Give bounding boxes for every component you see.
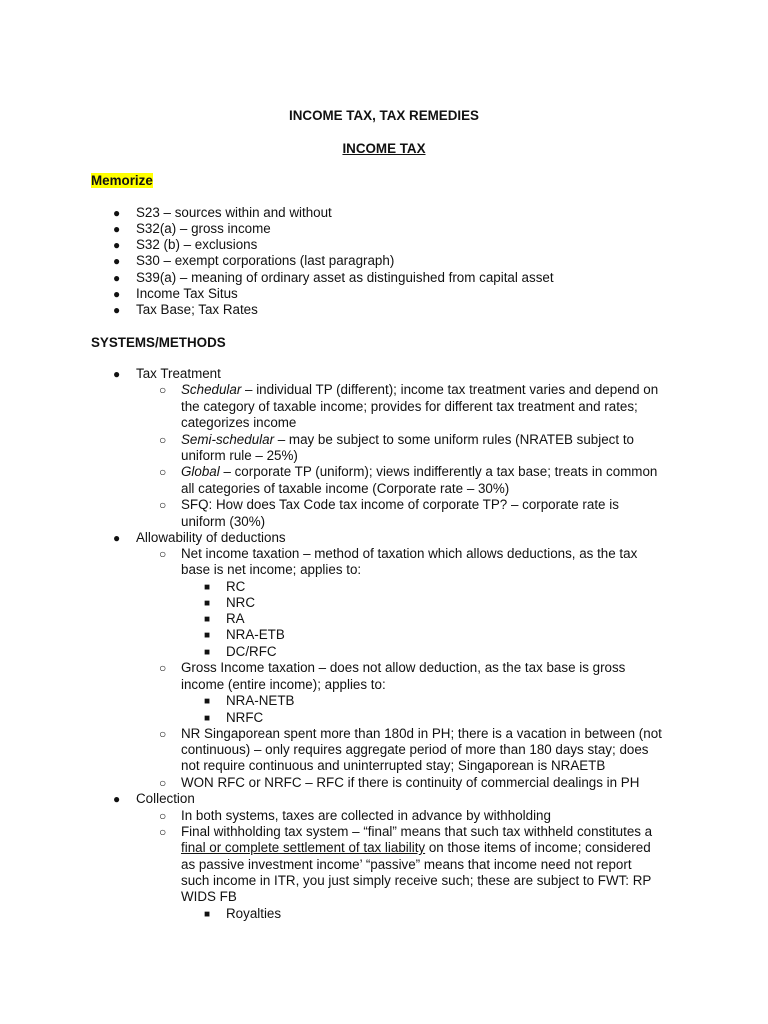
list-item-semi-schedular: Semi-schedular – may be subject to some uniform rules (NRATEB subject to [181, 432, 634, 447]
bullet-square-icon: ■ [204, 582, 211, 593]
bullet-disc-icon: ● [113, 792, 121, 806]
list-item-allowability: Allowability of deductions [136, 530, 286, 545]
bullet-circle-icon: ○ [159, 383, 167, 397]
bullet-square-icon: ■ [204, 647, 211, 658]
text-line: all categories of taxable income (Corporate rate – 30%) [181, 481, 510, 496]
list-item-final-withholding: Final withholding tax system – “final” means that such tax withheld constitutes a [181, 824, 653, 839]
memorize-highlight: Memorize [91, 173, 153, 188]
list-item: S32(a) – gross income [136, 221, 271, 236]
bullet-circle-icon: ○ [159, 465, 167, 479]
list-item: S30 – exempt corporations (last paragraph) [136, 253, 395, 268]
bullet-circle-icon: ○ [159, 825, 167, 839]
text-line: uniform rule – 25%) [181, 448, 298, 463]
text-line: the category of taxable income; provides for different tax treatment and rates; [181, 399, 638, 414]
list-item-tax-treatment: Tax Treatment [136, 366, 221, 381]
text-line: not require continuous and uninterrupted stay; Singaporean is NRAETB [181, 758, 606, 773]
text-line: base is net income; applies to: [181, 562, 362, 577]
text-line: such income in ITR, you just simply receive such; these are subject to FWT: RP [181, 873, 652, 888]
bullet-square-icon: ■ [204, 630, 211, 641]
list-item: Tax Base; Tax Rates [136, 302, 258, 317]
bullet-disc-icon: ● [113, 531, 121, 545]
bullet-disc-icon: ● [113, 206, 121, 220]
memorize-heading [91, 173, 153, 189]
text-line: WIDS FB [181, 889, 237, 904]
bullet-circle-icon: ○ [159, 727, 167, 741]
bullet-circle-icon: ○ [159, 547, 167, 561]
bullet-circle-icon: ○ [159, 661, 167, 675]
bullet-square-icon: ■ [204, 598, 211, 609]
list-item: Income Tax Situs [136, 286, 238, 301]
list-item-global: Global – corporate TP (uniform); views indifferently a tax base; treats in common [181, 464, 658, 479]
list-item-net-income-taxation: Net income taxation – method of taxation which allows deductions, as the tax [181, 546, 638, 561]
list-item: S32 (b) – exclusions [136, 237, 258, 252]
underlined-phrase: final or complete settlement of tax liability [181, 840, 426, 855]
list-item: Royalties [226, 906, 282, 921]
bullet-circle-icon: ○ [159, 776, 167, 790]
list-item-sfq: SFQ: How does Tax Code tax income of corporate TP? – corporate rate is [181, 497, 619, 512]
bullet-square-icon: ■ [204, 614, 211, 625]
list-item: RA [226, 611, 245, 626]
bullet-square-icon: ■ [204, 713, 211, 724]
list-item-gross-income-taxation: Gross Income taxation – does not allow deduction, as the tax base is gross [181, 660, 626, 675]
list-item-won-rfc: WON RFC or NRFC – RFC if there is continuity of commercial dealings in PH [181, 775, 640, 790]
list-item-collection: Collection [136, 791, 195, 806]
list-item-schedular: Schedular – individual TP (different); income tax treatment varies and depend on [181, 382, 659, 397]
text-line: categorizes income [181, 415, 297, 430]
bullet-circle-icon: ○ [159, 498, 167, 512]
list-item: DC/RFC [226, 644, 277, 659]
list-item: RC [226, 579, 246, 594]
list-item: S23 – sources within and without [136, 205, 332, 220]
term-global: Global [181, 464, 220, 479]
bullet-disc-icon: ● [113, 222, 121, 236]
text-line: income (entire income); applies to: [181, 677, 386, 692]
bullet-square-icon: ■ [204, 696, 211, 707]
list-item: NRC [226, 595, 256, 610]
document-title: INCOME TAX, TAX REMEDIES [289, 108, 479, 123]
bullet-disc-icon: ● [113, 367, 121, 381]
list-item-both-systems: In both systems, taxes are collected in advance by withholding [181, 808, 551, 823]
bullet-square-icon: ■ [204, 909, 211, 920]
text-line: continuous) – only requires aggregate period of more than 180 days stay; does [181, 742, 649, 757]
bullet-disc-icon: ● [113, 254, 121, 268]
term-semi-schedular: Semi-schedular [181, 432, 275, 447]
section-title-income-tax: INCOME TAX [342, 141, 426, 156]
list-item-nr-singaporean: NR Singaporean spent more than 180d in PH; there is a vacation in between (not [181, 726, 662, 741]
text-line: uniform (30%) [181, 514, 266, 529]
systems-methods-heading: SYSTEMS/METHODS [91, 335, 226, 350]
text-line: as passive investment income’ “passive” means that income need not report [181, 857, 632, 872]
bullet-disc-icon: ● [113, 271, 121, 285]
term-schedular: Schedular [181, 382, 242, 397]
list-item: S39(a) – meaning of ordinary asset as distinguished from capital asset [136, 270, 554, 285]
bullet-circle-icon: ○ [159, 809, 167, 823]
bullet-disc-icon: ● [113, 303, 121, 317]
list-item: NRFC [226, 710, 264, 725]
text-line: final or complete settlement of tax liability on those items of income; considered [181, 840, 651, 855]
bullet-disc-icon: ● [113, 287, 121, 301]
list-item: NRA-ETB [226, 627, 285, 642]
list-item: NRA-NETB [226, 693, 295, 708]
bullet-circle-icon: ○ [159, 433, 167, 447]
bullet-disc-icon: ● [113, 238, 121, 252]
